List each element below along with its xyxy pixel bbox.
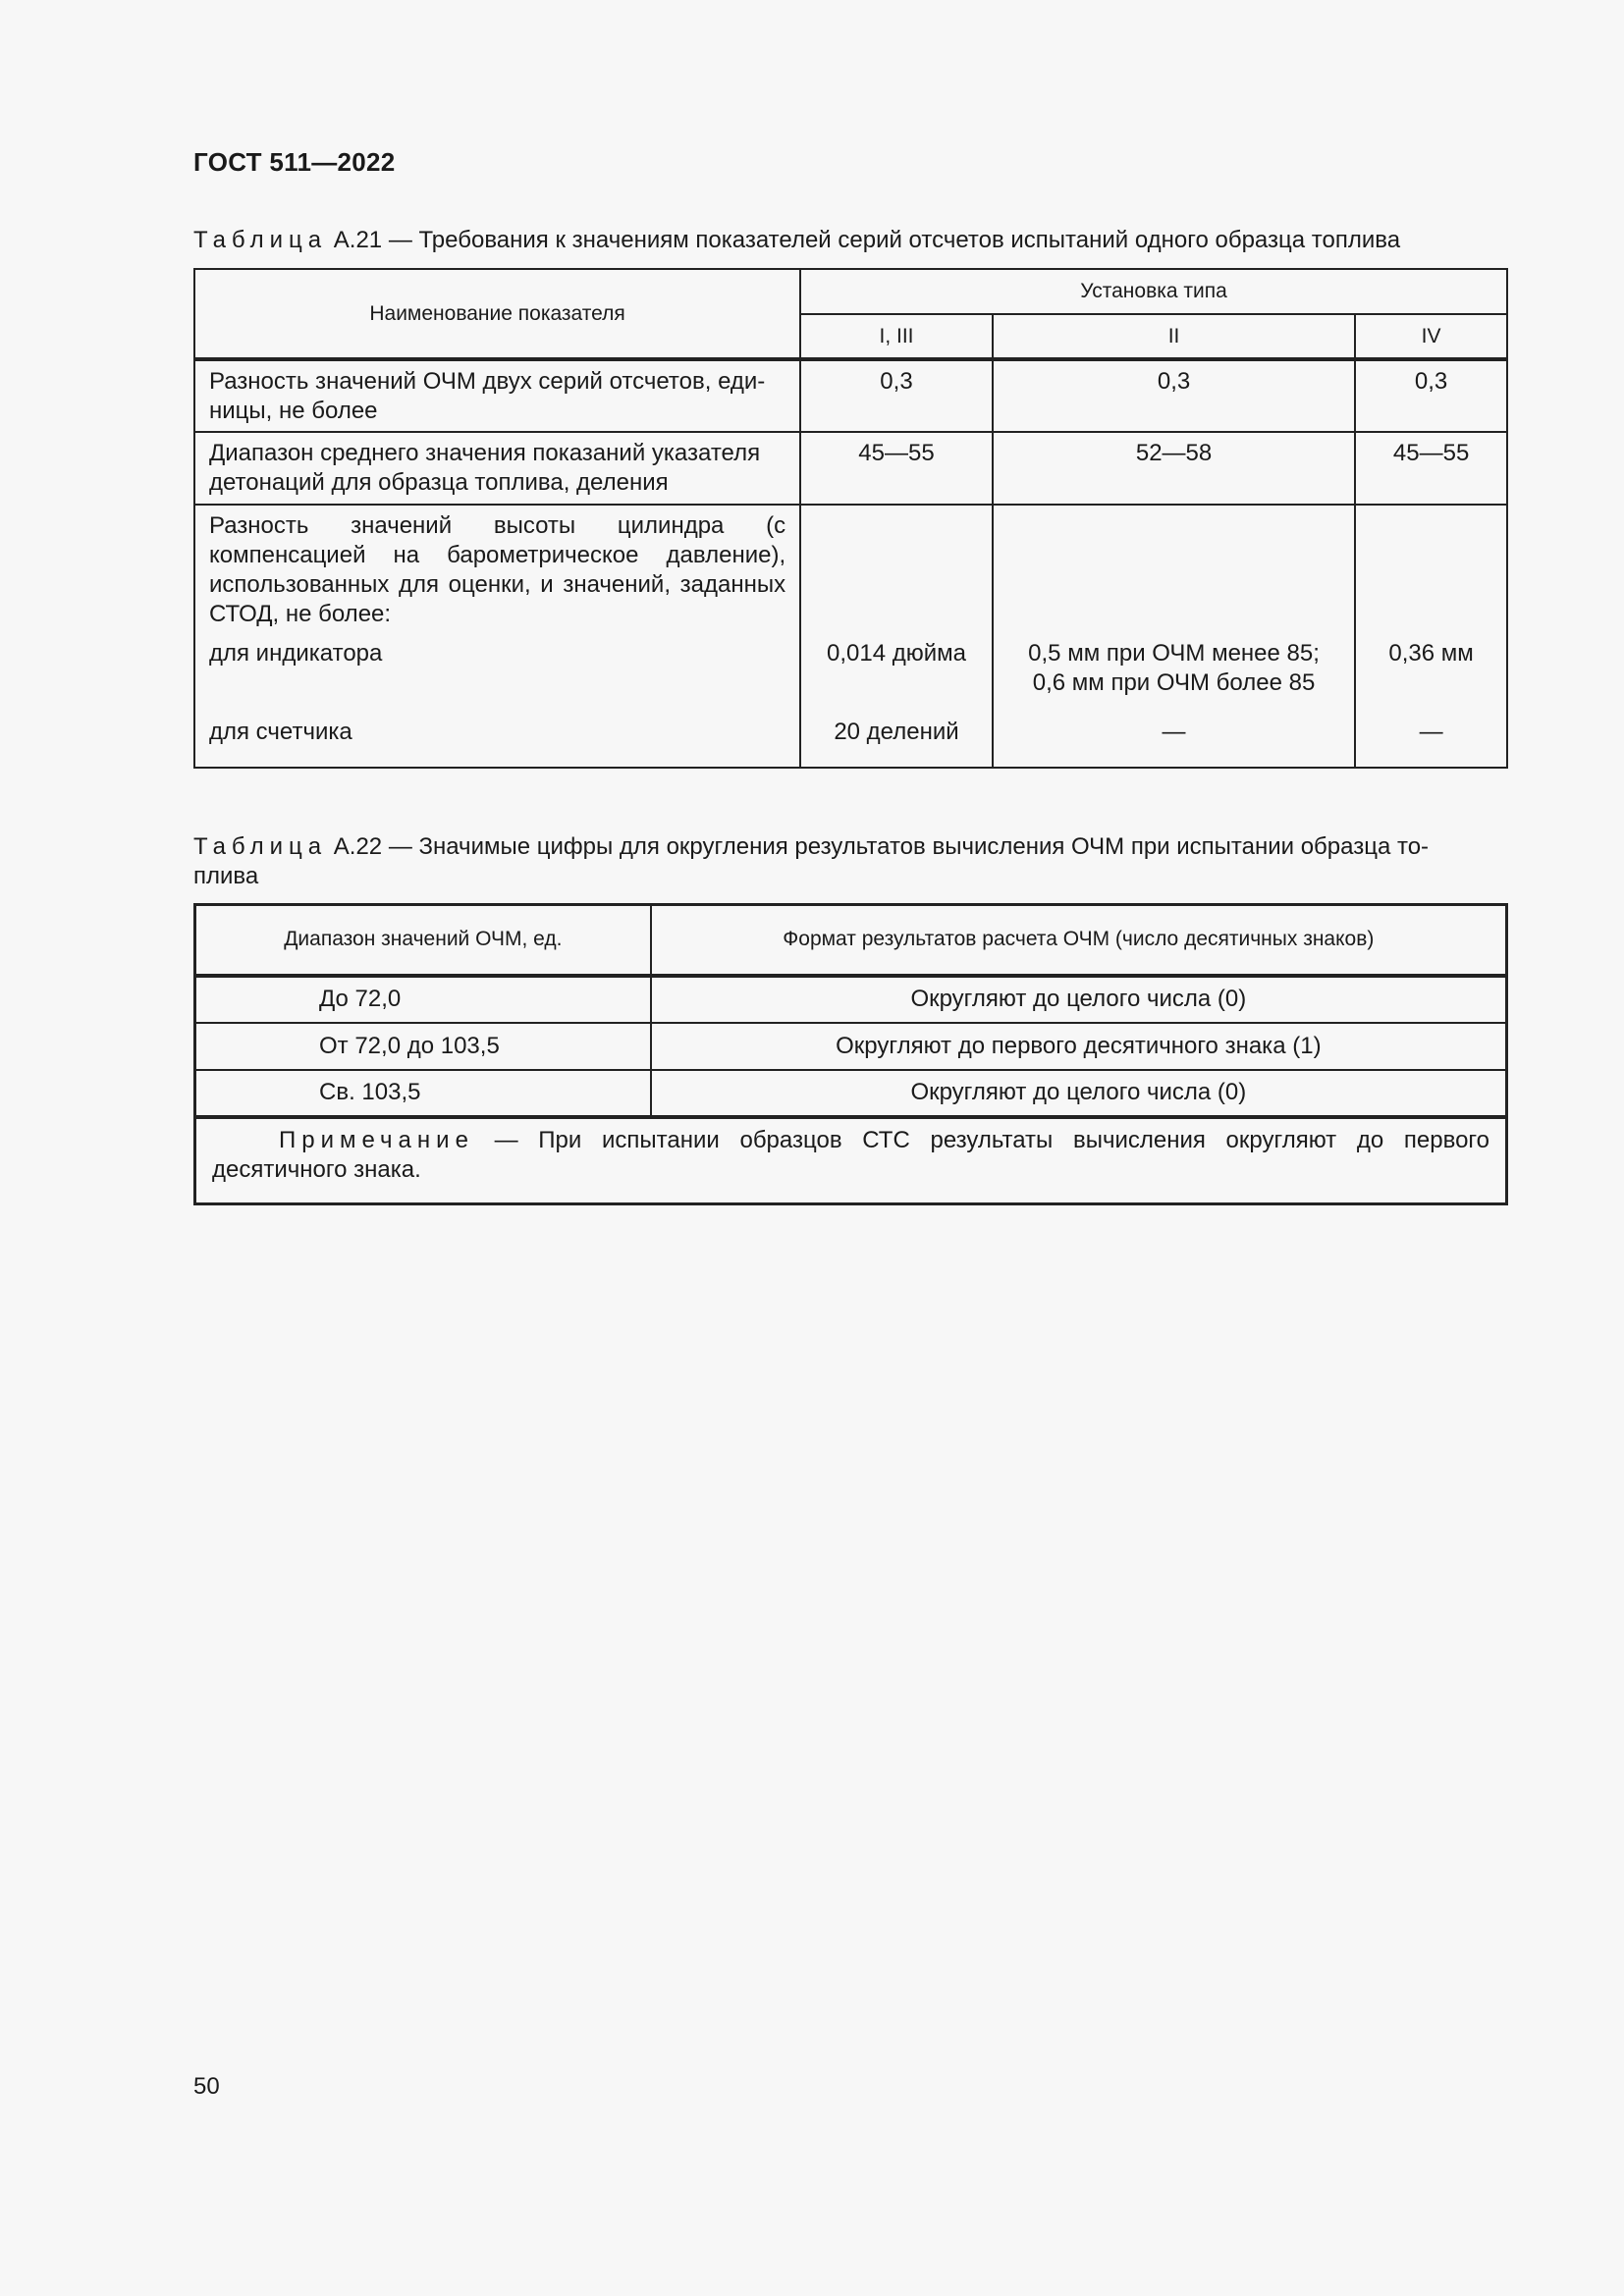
caption-text: А.22 — Значимые цифры для округления результатов вычисления ОЧМ при испытании образца то- xyxy=(333,833,1430,860)
cell-value: 0,36 мм xyxy=(1388,640,1474,667)
sub-label: для индикатора xyxy=(209,640,383,667)
cell-value: — xyxy=(1419,719,1443,745)
cell-value: 0,5 мм при ОЧМ менее 85; 0,6 мм при ОЧМ более 85 xyxy=(1028,640,1320,696)
col-header-group: Установка типа xyxy=(800,269,1507,314)
cell-value: 45—55 xyxy=(1355,432,1507,505)
cell-format: Округляют до целого числа (0) xyxy=(651,1070,1507,1117)
cell-value: 0,014 дюйма xyxy=(827,640,966,667)
table-row xyxy=(195,1070,1507,1117)
cell-value: 0,3 xyxy=(993,359,1355,432)
col-header-name: Наименование показателя xyxy=(194,269,800,359)
row-intro: Разность значений высоты цилиндра (с компенсацией на барометрическое давление), использованных для оценки, и значений, заданных СТОД, не более: xyxy=(209,512,786,627)
cell-value: 45—55 xyxy=(800,432,993,505)
row-name xyxy=(194,505,800,768)
table-a22 xyxy=(193,903,1508,1205)
col-header-type: IV xyxy=(1355,314,1507,359)
col-header-type: I, III xyxy=(800,314,993,359)
cell-value: 0,3 xyxy=(1355,359,1507,432)
table-a21 xyxy=(193,268,1508,769)
cell-range: Св. 103,5 xyxy=(195,1070,651,1117)
cell-value: 0,3 xyxy=(800,359,993,432)
row-name: Разность значений ОЧМ двух серий отсчетов, еди- ницы, не более xyxy=(194,359,800,432)
caption-label: Таблица xyxy=(193,227,328,253)
table-row xyxy=(195,1023,1507,1070)
cell-format: Округляют до целого числа (0) xyxy=(651,976,1507,1023)
cell-value: 52—58 xyxy=(993,432,1355,505)
col-header-format: Формат результатов расчета ОЧМ (число десятичных знаков) xyxy=(651,905,1507,976)
page-number: 50 xyxy=(193,2073,220,2100)
row-name: Диапазон среднего значения показаний указателя детонаций для образца топлива, деления xyxy=(194,432,800,505)
cell-value-group xyxy=(993,505,1355,768)
table-row xyxy=(194,359,1507,432)
cell-range: До 72,0 xyxy=(195,976,651,1023)
sub-label: для счетчика xyxy=(209,719,352,745)
col-header-type: II xyxy=(993,314,1355,359)
table-row xyxy=(195,976,1507,1023)
cell-value-group xyxy=(800,505,993,768)
cell-format: Округляют до первого десятичного знака (1) xyxy=(651,1023,1507,1070)
cell-value: 20 делений xyxy=(834,719,959,745)
caption-text: плива xyxy=(193,863,259,889)
cell-value: — xyxy=(1162,719,1186,745)
col-header-range: Диапазон значений ОЧМ, ед. xyxy=(195,905,651,976)
table-row xyxy=(194,505,1507,768)
table-a21-caption xyxy=(193,226,1507,255)
note-label: Примечание xyxy=(279,1126,474,1153)
cell-range: От 72,0 до 103,5 xyxy=(195,1023,651,1070)
caption-text: А.21 — Требования к значениям показателей серий отсчетов испытаний одного образца топлива xyxy=(333,227,1401,253)
table-note-row xyxy=(195,1117,1507,1204)
table-row xyxy=(194,432,1507,505)
table-note xyxy=(195,1117,1507,1204)
caption-label: Таблица xyxy=(193,833,328,860)
document-header: ГОСТ 511—2022 xyxy=(193,147,396,177)
cell-value-group xyxy=(1355,505,1507,768)
table-a22-caption xyxy=(193,832,1507,891)
note-text: — При испытании образцов СТС результаты вычисления округляют до первого десятичного знака. xyxy=(212,1126,1489,1183)
